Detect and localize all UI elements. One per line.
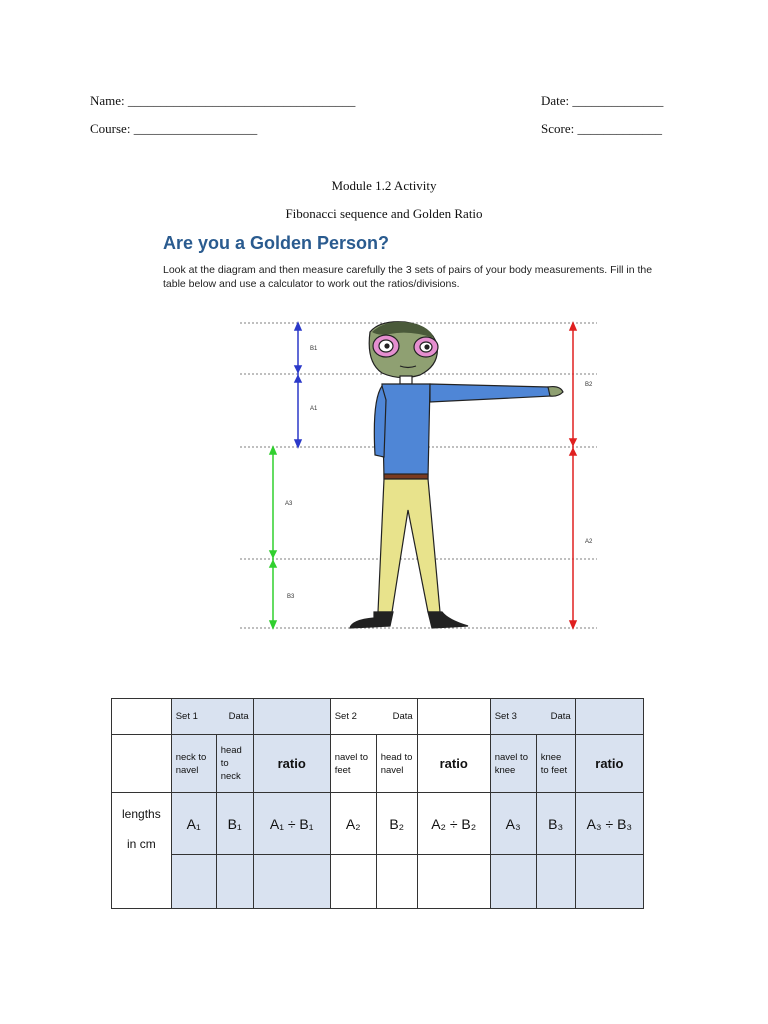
name-field: Name: ___________________________________ xyxy=(90,93,356,108)
score-field: Score: _____________ xyxy=(541,121,662,136)
set3-label: Set 3 xyxy=(494,711,517,722)
set1-label: Set 1 xyxy=(175,711,198,722)
symbol-b2: B₂ xyxy=(376,793,417,855)
set2-data-label: Data xyxy=(392,711,413,722)
symbol-ratio-1: A₁ ÷ B₁ xyxy=(253,793,330,855)
blank-cell xyxy=(112,735,172,793)
worksheet-instructions: Look at the diagram and then measure carefully the 3 sets of pairs of your body measurements. Fill in the table below and use a calculator to work out the ratios/divisions. xyxy=(163,264,653,290)
set3-header xyxy=(490,699,575,735)
input-a1[interactable] xyxy=(171,855,216,909)
input-ratio-3[interactable] xyxy=(575,855,643,909)
date-field: Date: ______________ xyxy=(541,93,664,108)
col-neck-to-navel: neck to navel xyxy=(171,735,216,793)
symbol-b3: B₃ xyxy=(536,793,575,855)
col-navel-to-knee: navel to knee xyxy=(490,735,536,793)
label-a2: A2 xyxy=(585,539,593,545)
col-ratio-3: ratio xyxy=(575,735,643,793)
worksheet-heading: Are you a Golden Person? xyxy=(163,233,390,253)
symbol-b1: B₁ xyxy=(216,793,253,855)
input-ratio-1[interactable] xyxy=(253,855,330,909)
set1-ratio-header xyxy=(253,699,330,735)
module-title: Module 1.2 Activity xyxy=(331,178,437,193)
input-ratio-2[interactable] xyxy=(417,855,490,909)
col-ratio-2: ratio xyxy=(417,735,490,793)
course-field: Course: ___________________ xyxy=(90,121,258,136)
input-b3[interactable] xyxy=(536,855,575,909)
page-subtitle: Fibonacci sequence and Golden Ratio xyxy=(285,206,483,221)
col-head-to-neck: head to neck xyxy=(216,735,253,793)
label-a1: A1 xyxy=(310,406,318,412)
col-navel-to-feet: navel to feet xyxy=(330,735,376,793)
col-knee-to-feet: knee to feet xyxy=(536,735,575,793)
label-b2: B2 xyxy=(585,382,593,388)
set2-ratio-header xyxy=(417,699,490,735)
set2-label: Set 2 xyxy=(334,711,357,722)
label-a3: A3 xyxy=(285,501,293,507)
set2-header xyxy=(330,699,417,735)
corner-cell xyxy=(112,699,172,735)
set3-ratio-header xyxy=(575,699,643,735)
symbol-a1: A₁ xyxy=(171,793,216,855)
symbol-ratio-2: A₂ ÷ B₂ xyxy=(417,793,490,855)
label-b3: B3 xyxy=(287,594,295,600)
red-measure-line xyxy=(570,323,576,628)
symbol-a2: A₂ xyxy=(330,793,376,855)
person-figure xyxy=(350,322,563,628)
col-head-to-navel: head to navel xyxy=(376,735,417,793)
set3-data-label: Data xyxy=(550,711,571,722)
input-a2[interactable] xyxy=(330,855,376,909)
input-b1[interactable] xyxy=(216,855,253,909)
symbol-ratio-3: A₃ ÷ B₃ xyxy=(575,793,643,855)
col-ratio-1: ratio xyxy=(253,735,330,793)
input-a3[interactable] xyxy=(490,855,536,909)
measurement-table xyxy=(111,698,644,909)
input-b2[interactable] xyxy=(376,855,417,909)
label-b1: B1 xyxy=(310,346,318,352)
row-label-lengths: lengths in cm xyxy=(112,793,172,909)
blue-measure-line xyxy=(295,323,301,447)
green-measure-line xyxy=(270,447,276,628)
symbol-a3: A₃ xyxy=(490,793,536,855)
set1-data-label: Data xyxy=(228,711,249,722)
set1-header xyxy=(171,699,253,735)
